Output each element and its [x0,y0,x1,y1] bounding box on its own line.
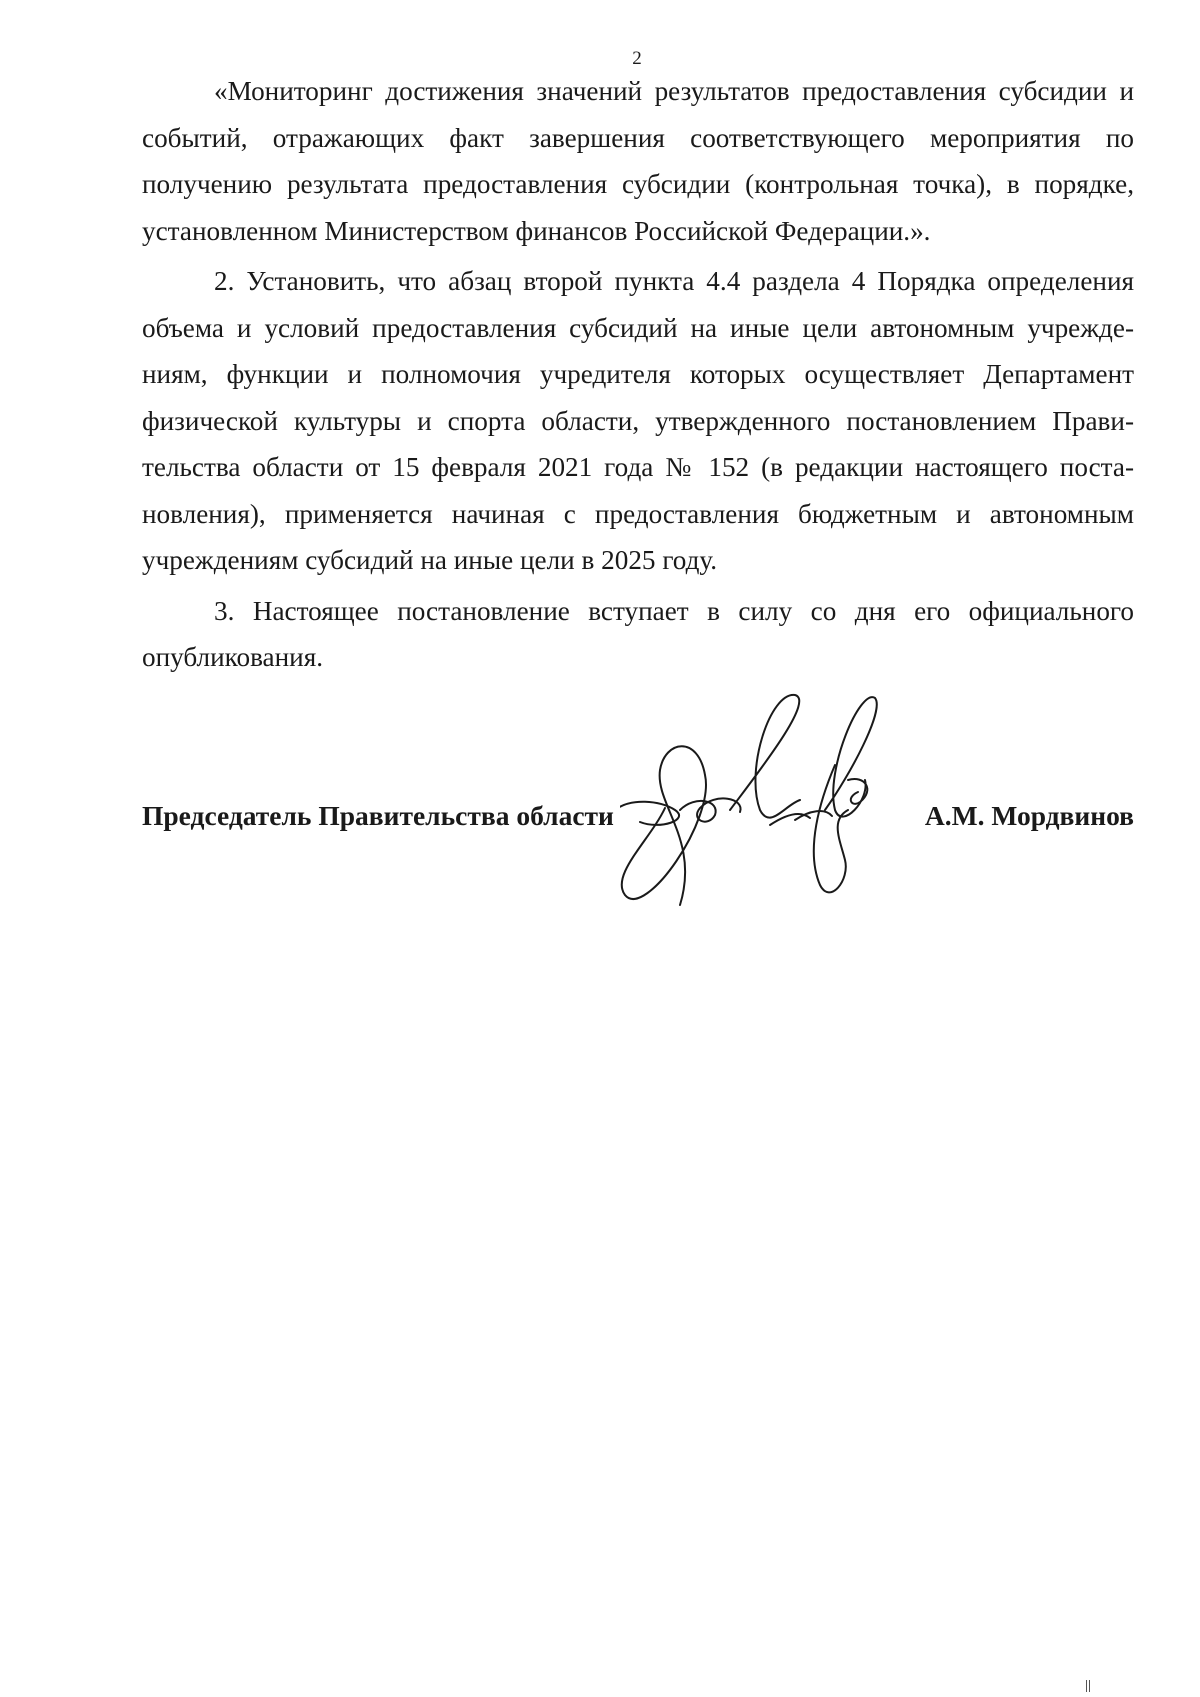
document-body [142,68,1134,685]
paragraph-3: 3. Настоящее постановление вступает в силу со дня его официального опубликования. [142,595,1134,672]
signatory-position: Председатель Правительства области [142,800,614,831]
handwritten-signature [620,680,920,925]
scan-mark [1086,1680,1090,1692]
paragraph-2: 2. Установить, что абзац второй пункта 4.4 раздела 4 Порядка определения объема и условий предоставления субсидий на иные цели автономным учреждениям, функции и полномочия учредителя которых осуществляет Департамент физической культуры и спорта области, утвержденного постановлением Правительства области от 15 февраля 2021 года № 152 (в редакции настоящего постановления), применяется начиная с предоставления бюджетным и автономным учреждениям субсидий на иные цели в 2025 году. [142,266,1134,575]
paragraph-monitoring: «Мониторинг достижения значений результатов предоставления субсидии и событий, отражающих факт завершения соответствующего мероприятия по получению результата предоставления субсидии (контрольная точка), в порядке, установленном Министерством финансов Российской Федерации.». [142,76,1134,246]
signatory-name: А.М. Мордвинов [924,800,1134,831]
page-number: 2 [632,48,642,69]
